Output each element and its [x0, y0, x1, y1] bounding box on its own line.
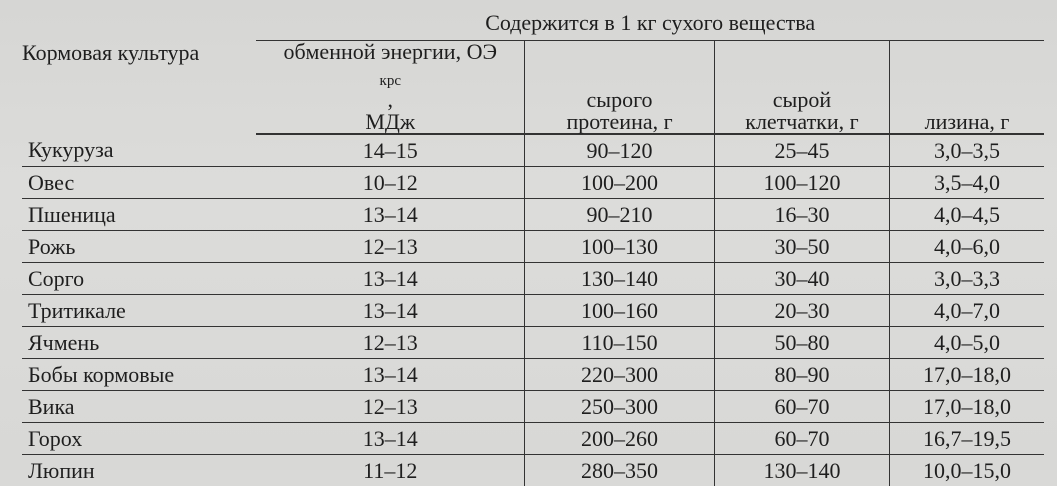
cell-energy: 11–12 [256, 455, 524, 486]
cell-fiber: 16–30 [714, 199, 889, 231]
cell-crop: Сорго [22, 263, 256, 295]
cell-crop: Пшеница [22, 199, 256, 231]
header-crop-label: Кормовая культура [22, 40, 199, 65]
cell-lysine: 17,0–18,0 [890, 359, 1045, 391]
cell-protein: 100–130 [525, 231, 715, 263]
cell-lysine: 4,0–6,0 [890, 231, 1045, 263]
cell-crop: Бобы кормовые [22, 359, 256, 391]
table-row [22, 455, 1044, 486]
header-energy-sub: крс [380, 73, 401, 89]
table-row [22, 263, 1044, 295]
header-fiber-line1: сырой [715, 89, 889, 111]
cell-lysine: 4,0–5,0 [890, 327, 1045, 359]
cell-fiber: 30–50 [714, 231, 889, 263]
header-group-label: Содержится в 1 кг сухого вещества [485, 10, 815, 35]
cell-energy: 12–13 [256, 327, 524, 359]
cell-energy: 13–14 [256, 359, 524, 391]
header-fiber-line2: клетчатки, г [715, 111, 889, 133]
table-row [22, 199, 1044, 231]
cell-crop: Ячмень [22, 327, 256, 359]
table-row [22, 423, 1044, 455]
cell-crop: Кукуруза [22, 134, 256, 167]
table-row [22, 134, 1044, 167]
cell-energy: 14–15 [256, 134, 524, 167]
cell-protein: 280–350 [525, 455, 715, 486]
cell-lysine: 10,0–15,0 [890, 455, 1045, 486]
cell-protein: 90–210 [525, 199, 715, 231]
cell-lysine: 3,0–3,5 [890, 134, 1045, 167]
cell-lysine: 16,7–19,5 [890, 423, 1045, 455]
header-protein-line1: сырого [525, 89, 714, 111]
table-row [22, 167, 1044, 199]
cell-protein: 100–160 [525, 295, 715, 327]
cell-crop: Рожь [22, 231, 256, 263]
cell-crop: Тритикале [22, 295, 256, 327]
header-energy-suffix: , [256, 89, 524, 111]
header-lysine [890, 41, 1045, 135]
cell-energy: 13–14 [256, 423, 524, 455]
cell-fiber: 25–45 [714, 134, 889, 167]
cell-protein: 100–200 [525, 167, 715, 199]
header-crop [22, 6, 256, 134]
cell-fiber: 30–40 [714, 263, 889, 295]
cell-protein: 90–120 [525, 134, 715, 167]
table-row [22, 391, 1044, 423]
cell-fiber: 130–140 [714, 455, 889, 486]
cell-fiber: 100–120 [714, 167, 889, 199]
cell-protein: 130–140 [525, 263, 715, 295]
header-energy-unit: МДж [256, 111, 524, 133]
cell-crop: Овес [22, 167, 256, 199]
cell-energy: 13–14 [256, 199, 524, 231]
cell-lysine: 3,5–4,0 [890, 167, 1045, 199]
table-row [22, 231, 1044, 263]
cell-energy: 10–12 [256, 167, 524, 199]
header-group [256, 6, 1044, 41]
table-row [22, 359, 1044, 391]
header-fiber [714, 41, 889, 135]
table-row [22, 327, 1044, 359]
cell-protein: 220–300 [525, 359, 715, 391]
cell-lysine: 3,0–3,3 [890, 263, 1045, 295]
cell-energy: 12–13 [256, 391, 524, 423]
feed-composition-table [22, 6, 1044, 486]
cell-protein: 200–260 [525, 423, 715, 455]
cell-fiber: 80–90 [714, 359, 889, 391]
cell-fiber: 60–70 [714, 423, 889, 455]
header-lysine-label: лизина, г [890, 111, 1044, 133]
table-row [22, 295, 1044, 327]
cell-lysine: 4,0–4,5 [890, 199, 1045, 231]
header-protein [525, 41, 715, 135]
cell-lysine: 4,0–7,0 [890, 295, 1045, 327]
cell-energy: 13–14 [256, 263, 524, 295]
cell-lysine: 17,0–18,0 [890, 391, 1045, 423]
cell-fiber: 20–30 [714, 295, 889, 327]
cell-protein: 250–300 [525, 391, 715, 423]
header-protein-line2: протеина, г [525, 111, 714, 133]
cell-crop: Вика [22, 391, 256, 423]
cell-crop: Люпин [22, 455, 256, 486]
cell-protein: 110–150 [525, 327, 715, 359]
header-energy-prefix: обменной энергии, ОЭ [256, 41, 524, 63]
header-energy [256, 41, 524, 135]
cell-energy: 13–14 [256, 295, 524, 327]
cell-energy: 12–13 [256, 231, 524, 263]
cell-fiber: 50–80 [714, 327, 889, 359]
cell-crop: Горох [22, 423, 256, 455]
cell-fiber: 60–70 [714, 391, 889, 423]
